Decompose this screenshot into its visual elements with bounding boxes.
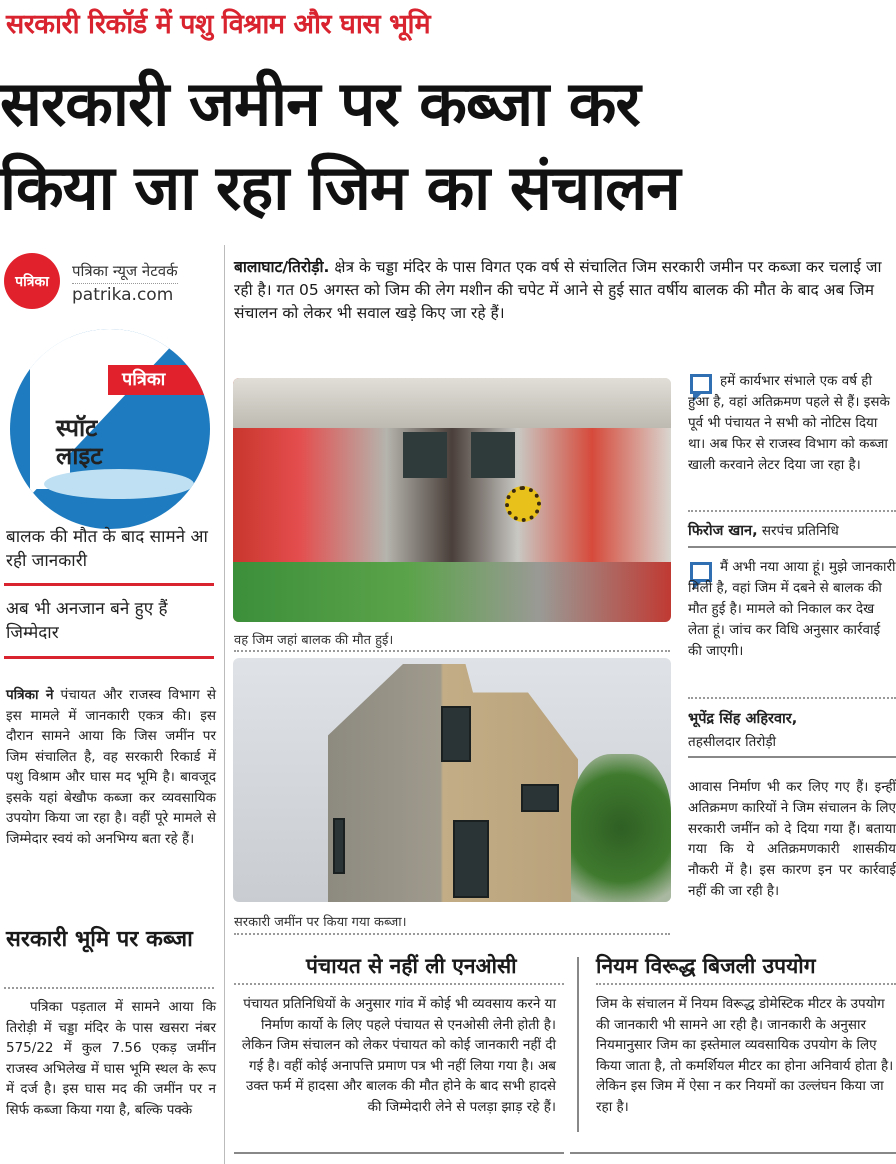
sidebar-body-2: पत्रिका पड़ताल में सामने आया कि तिरोड़ी में चड्डा मंदिर के पास खसरा नंबर 575/22 में कुल 7.56 एकड़ जमींन राजस्व अभिलेख में घास भूमि स्थल के रूप में दर्ज है। इस घास मद की जमींन पर न सिर्फ कब्जा किया गया है, बल्कि पक्के (6, 999, 216, 1118)
dateline: बालाघाट/तिरोड़ी. (234, 258, 330, 276)
patrika-logo-icon: पत्रिका (4, 253, 60, 309)
quote-2-name-text: भूपेंद्र सिंह अहिरवार, (688, 711, 798, 727)
quote-2-text: मैं अभी नया आया हूं। मुझे जानकारी मिली है, वहां जिम में दबने से बालक की मौत हुई है। मामले को निकाल कर देख लेता हूं। जांच कर विधि अनुसार कार्रवाई की जाएगी। (688, 559, 896, 659)
spotlight-title-2: लाइट (56, 442, 103, 470)
section-body-noc: पंचायत प्रतिनिधियों के अनुसार गांव में कोई भी व्यवसाय करने या निर्माण कार्यो के लिए पहले पंचायत से एनओसी लेनी होती है। लेकिन जिम संचालन को लेकर पंचायत को कोई जानकारी नहीं दी गई है। वहीं कोई अनापत्ति प्रमाण पत्र भी नहीं लिया गया है। अब उक्त फर्म में हादसा और बालक की मौत होने के बाद सभी हादसे की जिम्मेदारी लेने से पलड़ा झाड़ रहे हैं। (241, 996, 556, 1115)
building-photo (233, 658, 671, 902)
section-heading-electricity: नियम विरूद्ध बिजली उपयोग (596, 954, 816, 978)
brand-block (4, 253, 224, 303)
quote-2-role: तहसीलदार तिरोड़ी (688, 734, 777, 750)
dotted-divider (688, 510, 896, 512)
red-divider (4, 656, 214, 659)
body-lead: पत्रिका ने (6, 687, 54, 703)
solid-divider (570, 1152, 896, 1154)
photo-caption-1: वह जिम जहां बालक की मौत हुई। (234, 633, 394, 648)
dotted-divider (234, 983, 564, 985)
dotted-divider (234, 933, 670, 935)
dotted-divider (234, 650, 670, 652)
section-rule (577, 957, 579, 1132)
photo-caption-2: सरकारी जमींन पर किया गया कब्जा। (234, 915, 407, 930)
dotted-divider (596, 983, 896, 985)
sidebar-heading-2: अब भी अनजान बने हुए हैं जिम्मेदार (6, 599, 168, 643)
lede-text: क्षेत्र के चड्डा मंदिर के पास विगत एक वर्ष से संचालित जिम सरकारी जमीन पर कब्जा कर चलाई जा रही है। गत 05 अगस्त को जिम की लेग मशीन की चपेट में आने से हुई सात वर्षीय बालक की मौत के बाद अब जिम संचालन को लेकर भी सवाल खड़े किए जा रहे हैं। (234, 258, 882, 322)
photo-window (521, 784, 559, 812)
dotted-divider (688, 697, 896, 699)
spotlight-title-1: स्पॉट (56, 414, 98, 442)
solid-divider (234, 1152, 564, 1154)
spotlight-ribbon: पत्रिका (108, 365, 210, 395)
dotted-divider (4, 987, 214, 989)
photo-ceiling (233, 378, 671, 428)
section-body-electricity: जिम के संचालन में नियम विरूद्ध डोमेस्टिक मीटर के उपयोग की जानकारी भी सामने आ रही है। जानकारी के अनुसार नियमानुसार जिम का इस्तेमाल व्यवसायिक उपयोग के लिए किया जाता है, तो कमर्शियल मीटर का होना अनिवार्य होता है। लेकिन इस जिम में ऐसा न कर नियमों का उल्लंघन किया जा रहा है। (596, 996, 894, 1115)
spotlight-pool (44, 469, 194, 499)
photo-tree (571, 754, 671, 902)
quote-1-attribution (688, 520, 839, 540)
right-body-text: आवास निर्माण भी कर लिए गए हैं। इन्हीं अतिक्रमण कारियों ने जिम संचालन के लिए सरकारी जमींन को दे दिया गया हैं। बताया गया कि ये अतिक्रमणकारी शासकीय नौकरी में है। इस कारण इन पर कार्रवाई नहीं की जा रही है। (688, 779, 896, 899)
quote-2-name (688, 708, 797, 728)
quote-1-text: हमें कार्यभार संभाले एक वर्ष ही हुआ है, वहां अतिक्रमण पहले से हैं। इसके पूर्व भी पंचायत ने सभी को नोटिस दिया था। अब फिर से राजस्व विभाग को कब्जा खाली करवाने लेटर दिया जा रहा है। (688, 373, 890, 473)
sidebar-subheading: सरकारी भूमि पर कब्जा (6, 927, 193, 952)
sidebar-body (6, 685, 216, 849)
solid-divider (688, 756, 896, 758)
section-heading-noc: पंचायत से नहीं ली एनओसी (306, 954, 517, 978)
photo-floor (233, 562, 671, 622)
article-lede (234, 256, 894, 325)
headline-line-2: किया जा रहा जिम का संचालन (0, 151, 680, 224)
photo-window (453, 820, 489, 898)
column-rule (224, 245, 225, 1164)
quote-1-name: फिरोज खान, (688, 523, 758, 539)
photo-window (333, 818, 345, 874)
main-headline (0, 62, 896, 230)
photo-poster (471, 432, 515, 478)
body-text: पंचायत और राजस्व विभाग से इस मामले में जानकारी एकत्र की। इस दौरान सामने आया कि जिस जमींन पर जिम संचालित है, वह सरकारी रिकार्ड में पशु विश्राम और घास मद भूमि है। बावजूद इसके यहां बेखौफ कब्जा कर व्यवसायिक उपयोग किया जा रहा है। वहीं पूरे मामले से जिम्मेदार स्वयं को अनभिग्य बता रहे हैं। (6, 687, 216, 847)
photo-window (441, 706, 471, 762)
headline-line-1: सरकारी जमीन पर कब्जा कर (0, 67, 640, 140)
solid-divider (688, 546, 896, 548)
website-url[interactable]: patrika.com (72, 285, 174, 305)
spotlight-logo-icon (10, 329, 210, 529)
quote-1-role: सरपंच प्रतिनिधि (757, 523, 839, 539)
red-divider (4, 583, 214, 586)
sidebar-heading-1: बालक की मौत के बाद सामने आ रही जानकारी (6, 527, 208, 571)
photo-poster (403, 432, 447, 478)
weight-plate (505, 486, 541, 522)
kicker-headline: सरकारी रिकॉर्ड में पशु विश्राम और घास भूमि (6, 9, 431, 40)
gym-interior-photo (233, 378, 671, 622)
news-network-label: पत्रिका न्यूज नेटवर्क (72, 261, 178, 284)
